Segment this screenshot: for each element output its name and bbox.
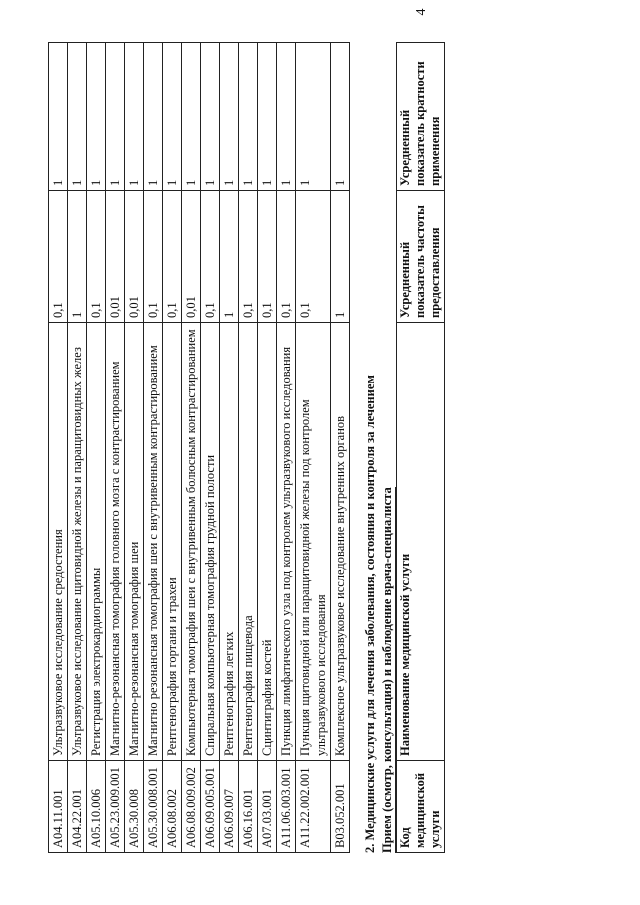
services-table	[48, 42, 350, 853]
service-multiplicity: 1	[163, 43, 182, 191]
service-frequency: 0,1	[163, 191, 182, 323]
table-row	[258, 43, 277, 853]
page-number: 4	[414, 8, 429, 16]
page-content	[48, 43, 445, 853]
service-multiplicity: 1	[201, 43, 220, 191]
service-code: A11.22.002.001	[296, 761, 331, 853]
service-name: Ультразвуковое исследование щитовидной железы и паращитовидных желез	[68, 323, 87, 761]
table-row	[296, 43, 331, 853]
table-row	[277, 43, 296, 853]
service-frequency: 0,01	[182, 191, 201, 323]
service-name: Рентгенография гортани и трахеи	[163, 323, 182, 761]
service-name: Магнитно резонансная томография шеи с внутривенным контрастированием	[144, 323, 163, 761]
service-name: Ультразвуковое исследование средостения	[49, 323, 68, 761]
table-row	[182, 43, 201, 853]
service-frequency: 0,1	[49, 191, 68, 323]
service-multiplicity: 1	[106, 43, 125, 191]
service-code: A05.23.009.001	[106, 761, 125, 853]
header-frequency: Усредненный показатель частоты предоставления	[397, 191, 445, 323]
service-code: A05.30.008	[125, 761, 144, 853]
service-frequency: 0,1	[277, 191, 296, 323]
table-row	[220, 43, 239, 853]
service-multiplicity: 1	[277, 43, 296, 191]
service-frequency: 1	[331, 191, 350, 323]
service-multiplicity: 1	[125, 43, 144, 191]
service-name: Пункция щитовидной или паращитовидной железы под контролем ультразвукового исследования	[296, 323, 331, 761]
service-name: Комплексное ультразвуковое исследование внутренних органов	[331, 323, 350, 761]
service-multiplicity: 1	[258, 43, 277, 191]
service-frequency: 1	[68, 191, 87, 323]
service-code: A06.16.001	[239, 761, 258, 853]
service-frequency: 0,1	[87, 191, 106, 323]
header-code: Код медицинской услуги	[397, 761, 445, 853]
service-code: A05.30.008.001	[144, 761, 163, 853]
service-multiplicity: 1	[68, 43, 87, 191]
table-row	[144, 43, 163, 853]
table-row	[87, 43, 106, 853]
service-frequency: 0,1	[239, 191, 258, 323]
service-code: A06.08.002	[163, 761, 182, 853]
table-row	[125, 43, 144, 853]
service-frequency: 0,1	[144, 191, 163, 323]
service-name: Магнитно-резонансная томография головного мозга с контрастированием	[106, 323, 125, 761]
table-row	[331, 43, 350, 853]
subsection-heading: Прием (осмотр, консультация) и наблюдение врача-специалиста	[380, 487, 394, 853]
service-code: A04.22.001	[68, 761, 87, 853]
service-code: B03.052.001	[331, 761, 350, 853]
table-row	[239, 43, 258, 853]
header-name: Наименование медицинской услуги	[397, 323, 445, 761]
header-row	[397, 43, 445, 853]
service-multiplicity: 1	[144, 43, 163, 191]
services-table-body	[49, 43, 350, 853]
service-frequency: 0,1	[201, 191, 220, 323]
service-frequency: 0,01	[125, 191, 144, 323]
service-code: A06.08.009.002	[182, 761, 201, 853]
service-frequency: 0,1	[258, 191, 277, 323]
service-multiplicity: 1	[296, 43, 331, 191]
service-multiplicity: 1	[220, 43, 239, 191]
section2-header-table	[396, 42, 445, 853]
service-multiplicity: 1	[87, 43, 106, 191]
service-code: A05.10.006	[87, 761, 106, 853]
service-code: A06.09.007	[220, 761, 239, 853]
service-code: A11.06.003.001	[277, 761, 296, 853]
service-multiplicity: 1	[239, 43, 258, 191]
service-multiplicity: 1	[49, 43, 68, 191]
service-code: A07.03.001	[258, 761, 277, 853]
service-name: Спиральная компьютерная томография грудной полости	[201, 323, 220, 761]
table-row	[163, 43, 182, 853]
service-name: Компьютерная томография шеи с внутривенным болюсным контрастированием	[182, 323, 201, 761]
section-heading: 2. Медицинские услуги для лечения заболевания, состояния и контроля за лечением	[363, 375, 377, 853]
service-code: A06.09.005.001	[201, 761, 220, 853]
service-name: Пункция лимфатического узла под контролем ультразвукового исследования	[277, 323, 296, 761]
service-frequency: 1	[220, 191, 239, 323]
table-row	[106, 43, 125, 853]
header-multiplicity: Усредненный показатель кратности применения	[397, 43, 445, 191]
service-name: Регистрация электрокардиограммы	[87, 323, 106, 761]
service-frequency: 0,1	[296, 191, 331, 323]
service-multiplicity: 1	[182, 43, 201, 191]
table-row	[201, 43, 220, 853]
service-frequency: 0,01	[106, 191, 125, 323]
service-code: A04.11.001	[49, 761, 68, 853]
table-row	[49, 43, 68, 853]
service-multiplicity: 1	[331, 43, 350, 191]
service-name: Сцинтиграфия костей	[258, 323, 277, 761]
service-name: Магнитно-резонансная томография шеи	[125, 323, 144, 761]
service-name: Рентгенография легких	[220, 323, 239, 761]
table-row	[68, 43, 87, 853]
service-name: Рентгенография пищевода	[239, 323, 258, 761]
